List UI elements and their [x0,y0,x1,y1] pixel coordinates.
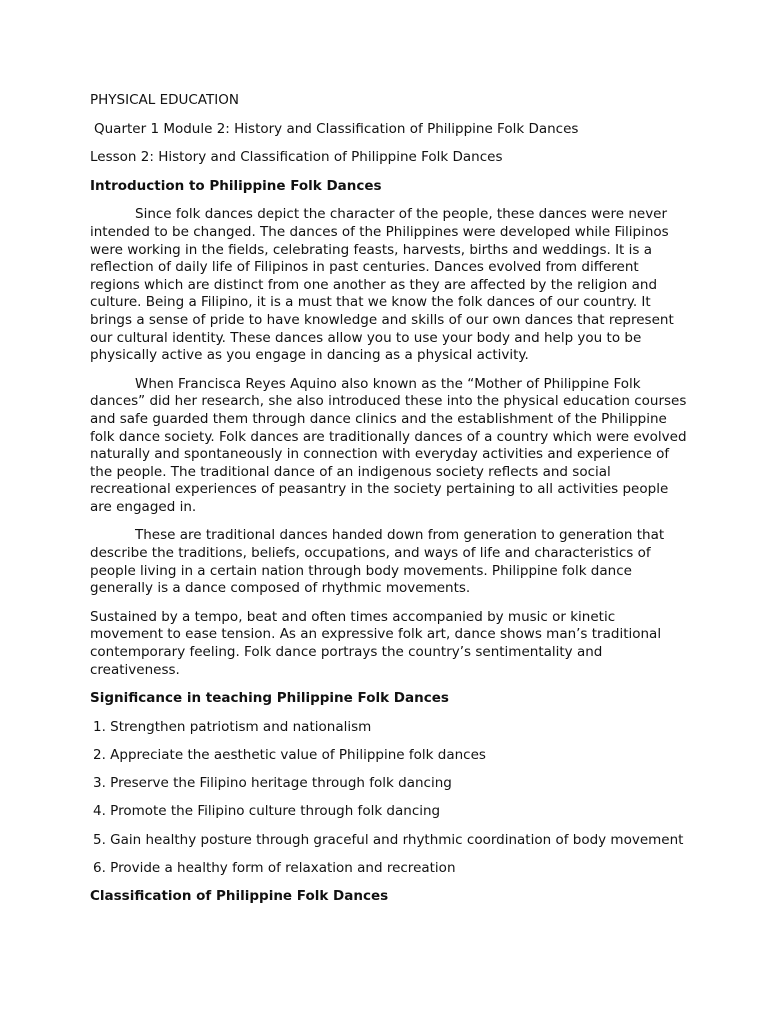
subject-title: PHYSICAL EDUCATION [90,92,239,108]
section-heading-introduction: Introduction to Philippine Folk Dances [90,177,382,194]
intro-paragraph-1: Since folk dances depict the character of the people, these dances were never intended to be changed. The dances of the Philippines were developed while Filipinos were working in the fields, celebrating feasts, harvests, births and weddings. It is a reflection of daily life of Filipinos in past centuries. Dances evolved from different regions which are distinct from one another as they are affected by the religion and culture. Being a Filipino, it is a must that we know the folk dances of our country. It brings a sense of pride to have knowledge and skills of our own dances that represent our cultural identity. These dances allow you to use your body and help you to be physically active as you engage in dancing as a physical activity. [90,206,674,364]
list-item: 6. Provide a healthy form of relaxation and recreation [93,859,456,876]
intro-paragraph-4: Sustained by a tempo, beat and often times accompanied by music or kinetic movement to ease tension. As an expressive folk art, dance shows man’s traditional contemporary feeling. Folk dance portrays the country’s sentimentality and creativeness. [90,608,662,678]
intro-paragraph-2: When Francisca Reyes Aquino also known as the “Mother of Philippine Folk dances” did her research, she also introduced these into the physical education courses and safe guarded them through dance clinics and the establishment of the Philippine folk dance society. Folk dances are traditionally dances of a country which were evolved naturally and spontaneously in connection with everyday activities and experience of the people. The traditional dance of an indigenous society reflects and social recreational experiences of peasantry in the society pertaining to all activities people are engaged in. [90,375,687,515]
section-heading-classification: Classification of Philippine Folk Dances [90,887,389,904]
list-item: 4. Promote the Filipino culture through folk dancing [93,803,441,820]
list-item-text: 5. Gain healthy posture through graceful and rhythmic coordination of body movement [93,831,684,848]
list-item [90,832,690,850]
list-item: 3. Preserve the Filipino heritage through folk dancing [93,775,452,792]
document-body [90,92,690,917]
list-item: 2. Appreciate the aesthetic value of Philippine folk dances [93,747,486,763]
list-item: 1. Strengthen patriotism and nationalism [93,718,372,735]
lesson-title: Lesson 2: History and Classification of Philippine Folk Dances [90,149,503,166]
module-title: Quarter 1 Module 2: History and Classification of Philippine Folk Dances [94,120,579,137]
intro-paragraph-3: These are traditional dances handed down from generation to generation that describe the traditions, beliefs, occupations, and ways of life and characteristics of people living in a certain nation through body movements. Philippine folk dance generally is a dance composed of rhythmic movements. [90,527,665,597]
section-heading-significance: Significance in teaching Philippine Folk Dances [90,690,449,707]
